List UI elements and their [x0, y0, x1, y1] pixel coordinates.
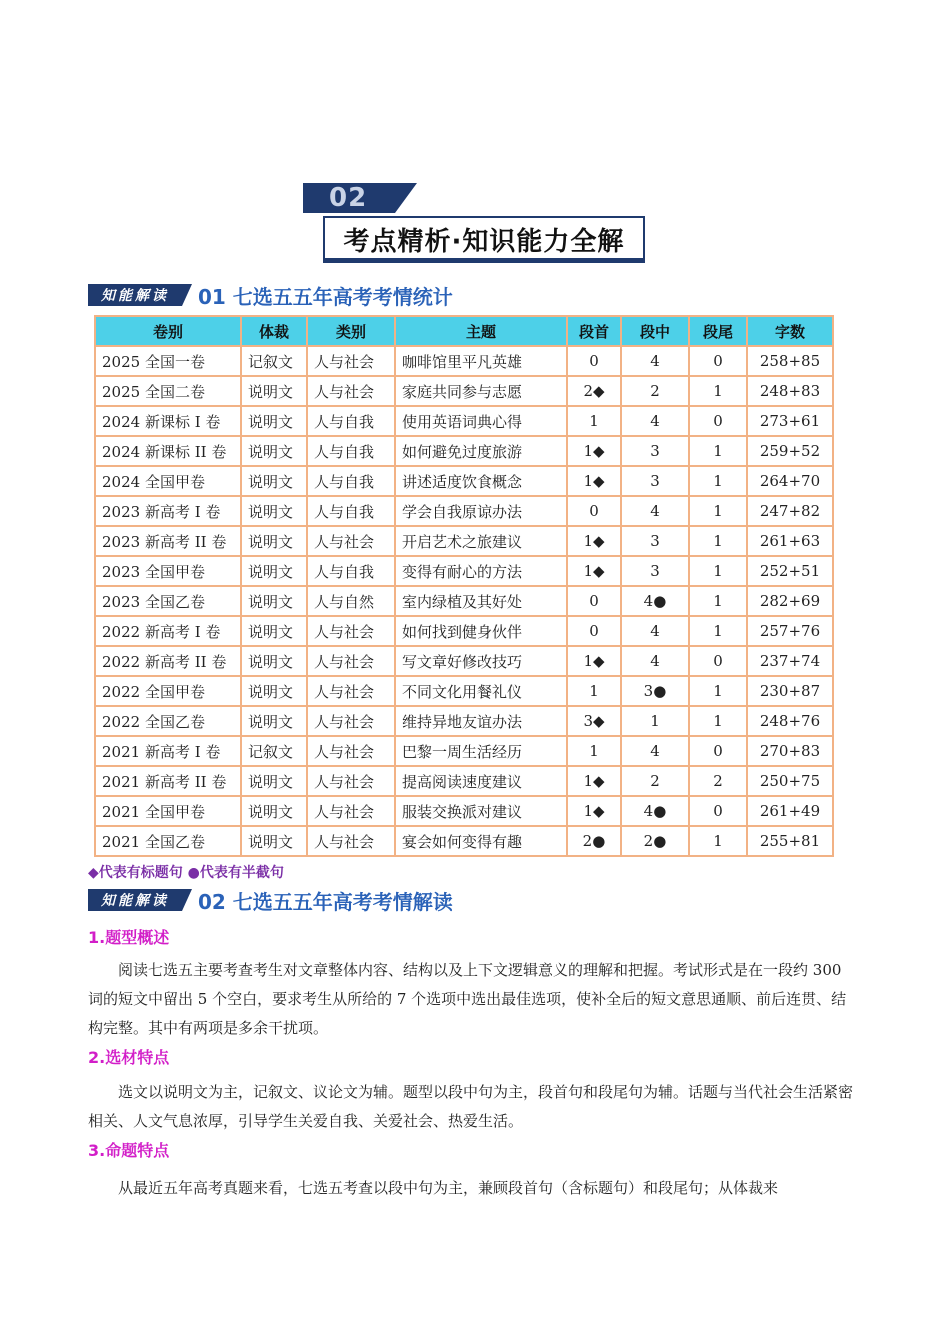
table-cell: 1◆	[568, 467, 620, 495]
banner-number: 02	[329, 183, 368, 213]
table-cell: 4	[622, 347, 688, 375]
table-cell: 讲述适度饮食概念	[396, 467, 566, 495]
part-text-2: 选文以说明文为主，记叙文、议论文为辅。题型以段中句为主，段首句和段尾句为辅。话题与当代社会生活紧密相关、人文气息浓厚，引导学生关爱自我、关爱社会、热爱生活。	[88, 1083, 854, 1130]
table-cell: 记叙文	[242, 347, 306, 375]
table-cell: 1	[690, 827, 746, 855]
table-cell: 4	[622, 647, 688, 675]
table-cell: 宴会如何变得有趣	[396, 827, 566, 855]
table-cell: 0	[568, 617, 620, 645]
table-cell: 259+52	[748, 437, 832, 465]
table-cell: 2	[622, 377, 688, 405]
table-cell: 258+85	[748, 347, 832, 375]
table-cell: 250+75	[748, 767, 832, 795]
table-cell: 人与自我	[308, 467, 394, 495]
table-cell: 室内绿植及其好处	[396, 587, 566, 615]
table-cell: 1	[690, 677, 746, 705]
table-cell: 说明文	[242, 497, 306, 525]
table-cell: 273+61	[748, 407, 832, 435]
section-badge: 知能解读	[88, 889, 182, 911]
table-cell: 2023 全国甲卷	[96, 557, 240, 585]
col-header: 主题	[396, 317, 566, 345]
table-cell: 人与社会	[308, 677, 394, 705]
table-cell: 巴黎一周生活经历	[396, 737, 566, 765]
table-cell: 2021 新高考 II 卷	[96, 767, 240, 795]
table-cell: 说明文	[242, 407, 306, 435]
table-cell: 说明文	[242, 587, 306, 615]
table-row	[96, 437, 832, 465]
table-cell: 2●	[622, 827, 688, 855]
table-row	[96, 647, 832, 675]
table-cell: 维持异地友谊办法	[396, 707, 566, 735]
table-cell: 1	[690, 437, 746, 465]
table-cell: 0	[568, 587, 620, 615]
table-row	[96, 497, 832, 525]
table-cell: 说明文	[242, 797, 306, 825]
col-header: 体裁	[242, 317, 306, 345]
section-title-2: 02 七选五五年高考考情解读	[198, 889, 453, 914]
table-cell: 248+83	[748, 377, 832, 405]
table-cell: 如何找到健身伙伴	[396, 617, 566, 645]
table-cell: 人与社会	[308, 827, 394, 855]
table-cell: 提高阅读速度建议	[396, 767, 566, 795]
part-heading-3: 3.命题特点	[88, 1141, 170, 1160]
table-cell: 人与自然	[308, 587, 394, 615]
table-cell: 2021 全国乙卷	[96, 827, 240, 855]
table-cell: 2	[622, 767, 688, 795]
table-cell: 说明文	[242, 617, 306, 645]
table-cell: 开启艺术之旅建议	[396, 527, 566, 555]
table-cell: 1◆	[568, 647, 620, 675]
col-header: 段中	[622, 317, 688, 345]
table-cell: 人与社会	[308, 527, 394, 555]
col-header: 段尾	[690, 317, 746, 345]
table-cell: 人与社会	[308, 797, 394, 825]
table-cell: 0	[690, 797, 746, 825]
table-cell: 282+69	[748, 587, 832, 615]
table-cell: 2●	[568, 827, 620, 855]
table-legend: ◆代表有标题句 ●代表有半截句	[88, 865, 284, 881]
table-cell: 230+87	[748, 677, 832, 705]
table-cell: 2023 新高考 I 卷	[96, 497, 240, 525]
table-cell: 1	[690, 587, 746, 615]
table-cell: 2024 全国甲卷	[96, 467, 240, 495]
part-text-3: 从最近五年高考真题来看，七选五考查以段中句为主，兼顾段首句（含标题句）和段尾句；从体裁来	[118, 1179, 779, 1197]
table-cell: 4	[622, 617, 688, 645]
table-row	[96, 677, 832, 705]
table-cell: 237+74	[748, 647, 832, 675]
table-cell: 257+76	[748, 617, 832, 645]
table-row	[96, 377, 832, 405]
banner-underline	[323, 260, 645, 263]
table-cell: 1	[690, 527, 746, 555]
table-cell: 1	[690, 557, 746, 585]
table-cell: 2◆	[568, 377, 620, 405]
section-banner	[303, 183, 645, 261]
table-cell: 4●	[622, 587, 688, 615]
table-cell: 人与社会	[308, 647, 394, 675]
table-row	[96, 587, 832, 615]
table-row	[96, 407, 832, 435]
table-cell: 2022 全国甲卷	[96, 677, 240, 705]
table-cell: 学会自我原谅办法	[396, 497, 566, 525]
table-row	[96, 347, 832, 375]
section-badge: 知能解读	[88, 284, 182, 306]
table-cell: 人与社会	[308, 767, 394, 795]
table-cell: 4	[622, 407, 688, 435]
table-cell: 1◆	[568, 527, 620, 555]
table-cell: 0	[568, 497, 620, 525]
table-row	[96, 767, 832, 795]
table-cell: 说明文	[242, 767, 306, 795]
table-cell: 1	[690, 497, 746, 525]
table-cell: 说明文	[242, 677, 306, 705]
table-row	[96, 797, 832, 825]
table-cell: 4	[622, 497, 688, 525]
table-cell: 1◆	[568, 767, 620, 795]
table-cell: 不同文化用餐礼仪	[396, 677, 566, 705]
table-cell: 说明文	[242, 527, 306, 555]
table-cell: 人与社会	[308, 707, 394, 735]
table-cell: 1	[568, 677, 620, 705]
table-cell: 2021 新高考 I 卷	[96, 737, 240, 765]
table-cell: 0	[690, 647, 746, 675]
table-cell: 1	[690, 467, 746, 495]
table-cell: 说明文	[242, 707, 306, 735]
table-cell: 人与社会	[308, 347, 394, 375]
table-cell: 2022 新高考 II 卷	[96, 647, 240, 675]
table-cell: 服装交换派对建议	[396, 797, 566, 825]
table-row	[96, 827, 832, 855]
table-cell: 说明文	[242, 467, 306, 495]
table-cell: 2023 全国乙卷	[96, 587, 240, 615]
table-cell: 说明文	[242, 557, 306, 585]
table-row	[96, 557, 832, 585]
col-header: 段首	[568, 317, 620, 345]
table-cell: 0	[568, 347, 620, 375]
table-cell: 人与自我	[308, 497, 394, 525]
banner-box	[323, 216, 645, 260]
table-cell: 人与社会	[308, 377, 394, 405]
table-cell: 人与社会	[308, 617, 394, 645]
table-cell: 写文章好修改技巧	[396, 647, 566, 675]
table-cell: 3	[622, 437, 688, 465]
part-heading-2: 2.选材特点	[88, 1048, 170, 1067]
table-cell: 说明文	[242, 647, 306, 675]
section-heading-2	[88, 886, 453, 914]
table-body	[96, 347, 832, 855]
table-cell: 1◆	[568, 557, 620, 585]
col-header: 字数	[748, 317, 832, 345]
table-row	[96, 707, 832, 735]
table-cell: 2022 新高考 I 卷	[96, 617, 240, 645]
table-cell: 4	[622, 737, 688, 765]
table-cell: 255+81	[748, 827, 832, 855]
table-cell: 使用英语词典心得	[396, 407, 566, 435]
col-header: 卷别	[96, 317, 240, 345]
table-cell: 如何避免过度旅游	[396, 437, 566, 465]
table-cell: 3●	[622, 677, 688, 705]
table-cell: 变得有耐心的方法	[396, 557, 566, 585]
table-cell: 3	[622, 527, 688, 555]
table-cell: 1◆	[568, 437, 620, 465]
table-cell: 2024 新课标 II 卷	[96, 437, 240, 465]
part-text-1: 阅读七选五主要考查考生对文章整体内容、结构以及上下文逻辑意义的理解和把握。考试形式是在一段约 300 词的短文中留出 5 个空白，要求考生从所给的 7 个选项中选出最佳选项，使补全后的短文意思通顺、前后连贯、结构完整。其中有两项是多余干扰项。	[88, 961, 847, 1037]
table-cell: 2025 全国一卷	[96, 347, 240, 375]
table-cell: 0	[690, 737, 746, 765]
table-cell: 说明文	[242, 437, 306, 465]
table-row	[96, 527, 832, 555]
table-cell: 1	[568, 737, 620, 765]
table-cell: 270+83	[748, 737, 832, 765]
section-heading-1	[88, 281, 453, 309]
table-cell: 0	[690, 407, 746, 435]
part-heading-1: 1.题型概述	[88, 928, 170, 947]
table-cell: 1	[690, 707, 746, 735]
table-cell: 3	[622, 467, 688, 495]
section-title-1: 01 七选五五年高考考情统计	[198, 284, 453, 309]
table-cell: 1	[568, 407, 620, 435]
table-row	[96, 737, 832, 765]
table-cell: 咖啡馆里平凡英雄	[396, 347, 566, 375]
table-cell: 0	[690, 347, 746, 375]
table-cell: 人与自我	[308, 557, 394, 585]
table-cell: 252+51	[748, 557, 832, 585]
table-row	[96, 617, 832, 645]
table-row	[96, 467, 832, 495]
table-cell: 4●	[622, 797, 688, 825]
table-cell: 1	[690, 377, 746, 405]
banner-title: 考点精析·知识能力全解	[343, 227, 625, 257]
table-cell: 2	[690, 767, 746, 795]
table-cell: 人与自我	[308, 407, 394, 435]
table-cell: 1	[690, 617, 746, 645]
table-cell: 261+49	[748, 797, 832, 825]
table-cell: 说明文	[242, 827, 306, 855]
table-cell: 247+82	[748, 497, 832, 525]
table-cell: 261+63	[748, 527, 832, 555]
table-cell: 2021 全国甲卷	[96, 797, 240, 825]
table-cell: 2025 全国二卷	[96, 377, 240, 405]
table-cell: 1◆	[568, 797, 620, 825]
table-cell: 家庭共同参与志愿	[396, 377, 566, 405]
table-cell: 人与社会	[308, 737, 394, 765]
table-cell: 说明文	[242, 377, 306, 405]
table-cell: 2024 新课标 I 卷	[96, 407, 240, 435]
table-cell: 1	[622, 707, 688, 735]
table-cell: 2023 新高考 II 卷	[96, 527, 240, 555]
table-cell: 3◆	[568, 707, 620, 735]
table-cell: 2022 全国乙卷	[96, 707, 240, 735]
table-cell: 248+76	[748, 707, 832, 735]
exam-stats-table	[94, 315, 834, 857]
col-header: 类别	[308, 317, 394, 345]
table-cell: 记叙文	[242, 737, 306, 765]
table-cell: 人与自我	[308, 437, 394, 465]
table-cell: 264+70	[748, 467, 832, 495]
table-header-row	[96, 317, 832, 345]
table-cell: 3	[622, 557, 688, 585]
